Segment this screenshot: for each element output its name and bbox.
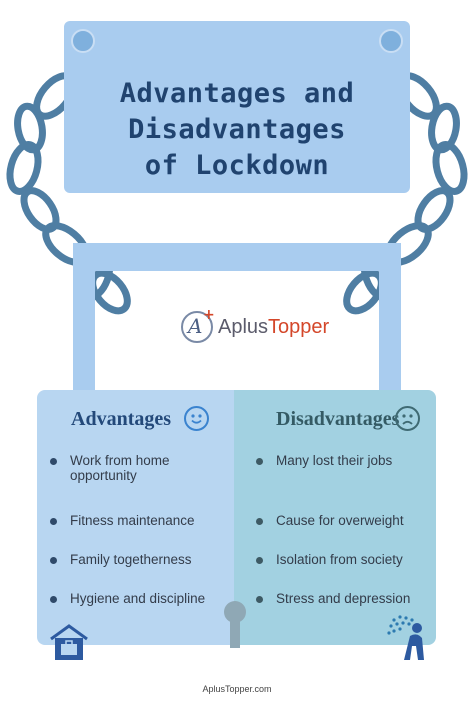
title-board — [64, 21, 410, 193]
lock-icon — [222, 600, 248, 648]
brand-name: AplusTopper — [218, 315, 330, 338]
brand-logo — [181, 307, 330, 343]
advantages-heading: Advantages — [71, 408, 172, 430]
advantages-panel: Advantages Work from home opportunity Fitness maintenance Family togetherness Hygiene and discipline — [37, 390, 234, 645]
disadvantages-heading: Disadvantages — [276, 408, 400, 430]
sad-face-icon — [395, 406, 420, 431]
bolt-icon — [71, 29, 95, 53]
happy-face-icon — [184, 406, 209, 431]
cross-bar — [73, 243, 401, 271]
disadvantages-panel: Disadvantages Many lost their jobs Cause for overweight Isolation from society Stress and depression — [234, 390, 436, 645]
house-briefcase-icon — [47, 623, 91, 665]
logo-icon: A + — [181, 311, 213, 343]
bolt-icon — [379, 29, 403, 53]
footer-credit: AplusTopper.com — [202, 684, 272, 694]
virus-person-icon — [386, 612, 432, 662]
page-title: Advantages and Disadvantages of Lockdown — [119, 78, 355, 181]
